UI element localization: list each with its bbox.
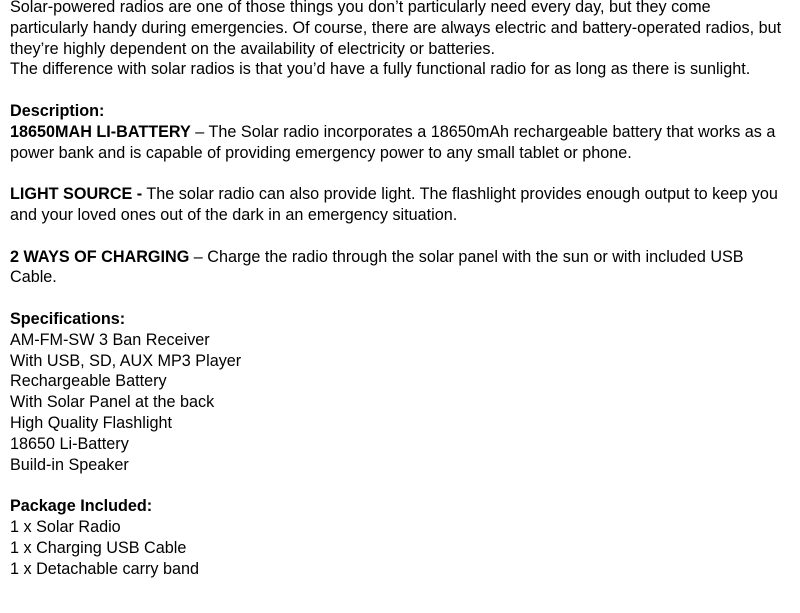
spec-item: Build-in Speaker (10, 455, 129, 474)
description-heading: Description: (10, 101, 105, 120)
feature-title: LIGHT SOURCE - (10, 185, 143, 204)
spec-item: With USB, SD, AUX MP3 Player (10, 351, 242, 370)
spec-item: With Solar Panel at the back (10, 393, 215, 412)
specifications-list (10, 330, 790, 476)
feature-battery (10, 122, 790, 164)
intro-paragraph: The difference with solar radios is that you’d have a fully functional radio for as long as there is sunlight. (10, 60, 751, 79)
feature-charging (10, 247, 790, 289)
spacer (10, 80, 790, 101)
feature-text: The solar radio can also provide light. The flashlight provides enough output to keep you and your loved ones out of the dark in an emergency situation. (10, 185, 778, 224)
package-item: 1 x Charging USB Cable (10, 538, 187, 557)
spacer (10, 475, 790, 496)
feature-light-source (10, 184, 790, 226)
spec-item: High Quality Flashlight (10, 413, 172, 432)
spacer (10, 226, 790, 247)
feature-text: – The Solar radio incorporates a 18650mAh rechargeable battery that works as a power bank and is capable of providing emergency power to any small tablet or phone. (10, 122, 776, 162)
spacer (10, 288, 790, 309)
spacer (10, 163, 790, 184)
package-item: 1 x Detachable carry band (10, 559, 199, 578)
package-list (10, 517, 790, 579)
feature-text: – Charge the radio through the solar panel with the sun or with included USB Cable. (10, 247, 744, 287)
feature-title: 2 WAYS OF CHARGING (10, 247, 190, 266)
intro-paragraph: Solar-powered radios are one of those things you don’t particularly need every day, but they come particularly handy during emergencies. Of course, there are always electric and battery-operated radios, but they’re highly dependent on the availability of electricity or batteries. (10, 0, 782, 58)
package-item: 1 x Solar Radio (10, 517, 121, 536)
spec-item: 18650 Li-Battery (10, 434, 129, 453)
specifications-heading: Specifications: (10, 309, 126, 328)
spec-item: AM-FM-SW 3 Ban Receiver (10, 330, 210, 349)
package-heading: Package Included: (10, 497, 153, 516)
feature-title: 18650MAH LI-BATTERY (10, 122, 191, 141)
spec-item: Rechargeable Battery (10, 372, 167, 391)
